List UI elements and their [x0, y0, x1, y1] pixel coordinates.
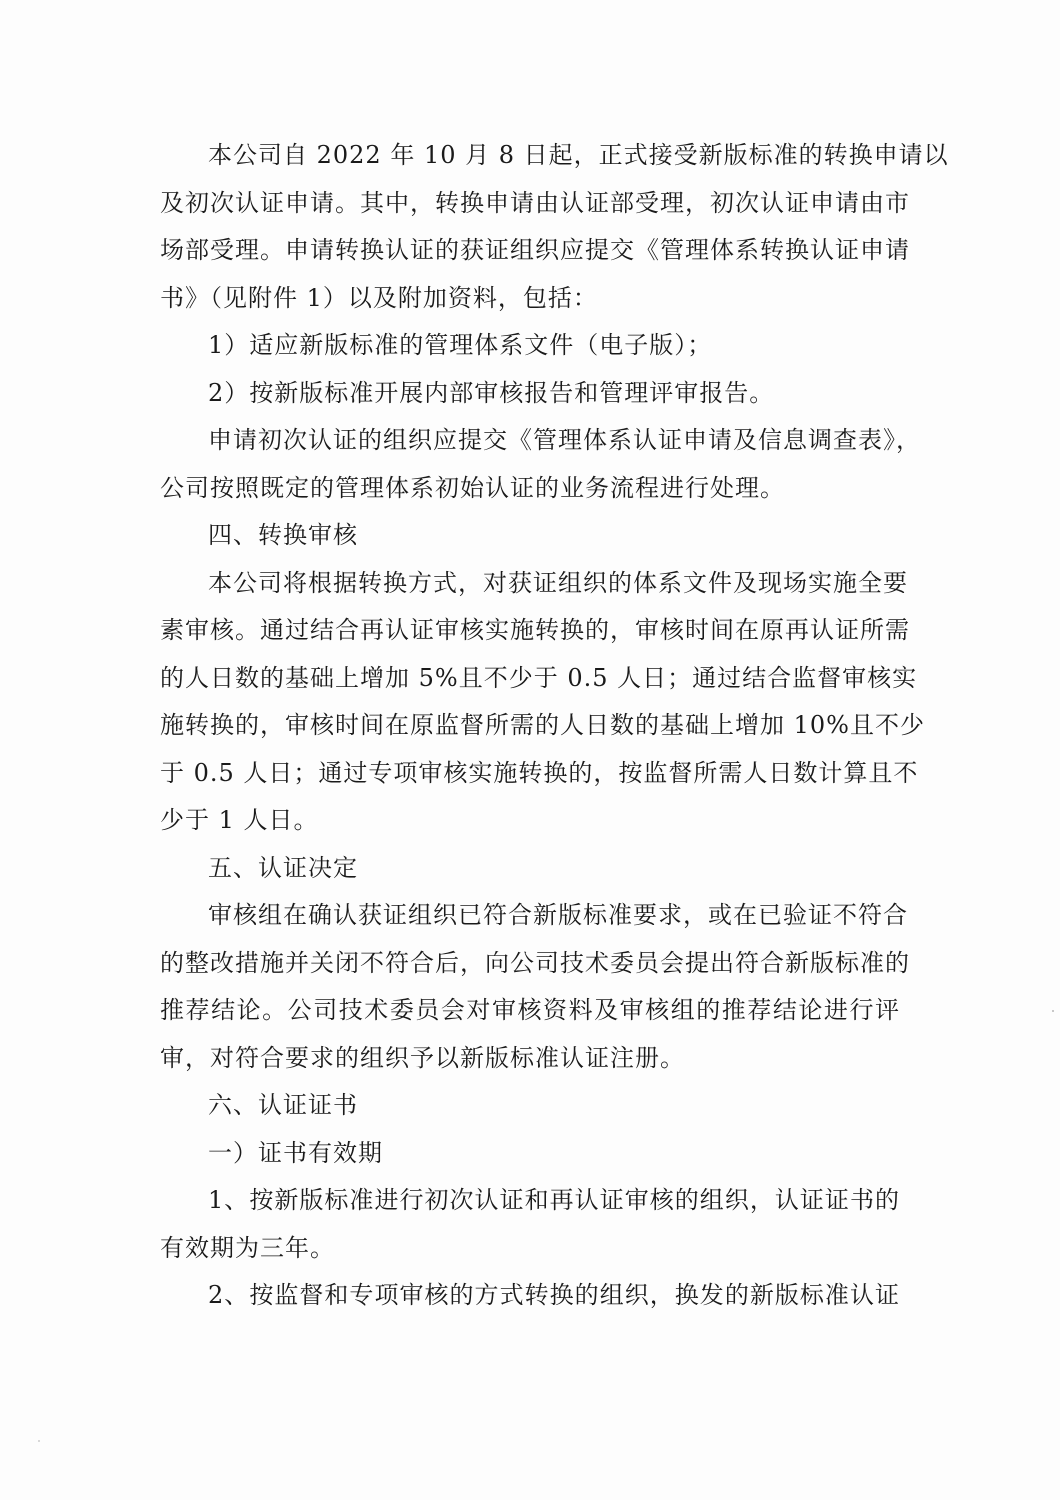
text-line: 五、认证决定 — [208, 853, 358, 882]
text-line: 六、认证证书 — [208, 1091, 358, 1119]
text-line: 1、按新版标准进行初次认证和再认证审核的组织，认证证书的 — [208, 1186, 900, 1214]
text-line: 及初次认证申请。其中，转换申请由认证部受理，初次认证申请由市 — [160, 188, 910, 217]
text-line: 的人日数的基础上增加 5%且不少于 0.5 人日；通过结合监督审核实 — [160, 663, 918, 692]
text-line: 于 0.5 人日；通过专项审核实施转换的，按监督所需人日数计算且不 — [160, 758, 919, 787]
text-line: 审，对符合要求的组织予以新版标准认证注册。 — [160, 1043, 685, 1072]
text-line: 的整改措施并关闭不符合后，向公司技术委员会提出符合新版标准的 — [160, 948, 910, 977]
text-line: 推荐结论。公司技术委员会对审核资料及审核组的推荐结论进行评 — [160, 996, 900, 1024]
text-line: 有效期为三年。 — [160, 1233, 335, 1262]
text-line: 素审核。通过结合再认证审核实施转换的，审核时间在原再认证所需 — [160, 616, 910, 644]
text-line: 一）证书有效期 — [208, 1138, 383, 1167]
text-line: 1）适应新版标准的管理体系文件（电子版）； — [208, 331, 713, 359]
text-line: 少于 1 人日。 — [160, 806, 319, 834]
text-line: 公司按照既定的管理体系初始认证的业务流程进行处理。 — [160, 473, 785, 502]
text-line: 2）按新版标准开展内部审核报告和管理评审报告。 — [208, 378, 775, 407]
scan-speck — [38, 1440, 40, 1442]
text-line: 2、按监督和专项审核的方式转换的组织，换发的新版标准认证 — [208, 1281, 900, 1309]
text-line: 本公司将根据转换方式，对获证组织的体系文件及现场实施全要 — [208, 568, 908, 597]
scan-speck — [1052, 1010, 1054, 1012]
text-line: 申请初次认证的组织应提交《管理体系认证申请及信息调查表》， — [208, 426, 921, 454]
text-line: 审核组在确认获证组织已符合新版标准要求，或在已验证不符合 — [208, 901, 908, 929]
text-line: 书》（见附件 1）以及附加资料，包括： — [160, 283, 598, 312]
text-line: 本公司自 2022 年 10 月 8 日起，正式接受新版标准的转换申请以 — [208, 141, 949, 169]
document-body — [160, 132, 949, 1320]
text-line: 施转换的，审核时间在原监督所需的人日数的基础上增加 10%且不少 — [160, 711, 925, 739]
text-line: 场部受理。申请转换认证的获证组织应提交《管理体系转换认证申请 — [160, 236, 910, 264]
text-line: 四、转换审核 — [208, 521, 358, 549]
